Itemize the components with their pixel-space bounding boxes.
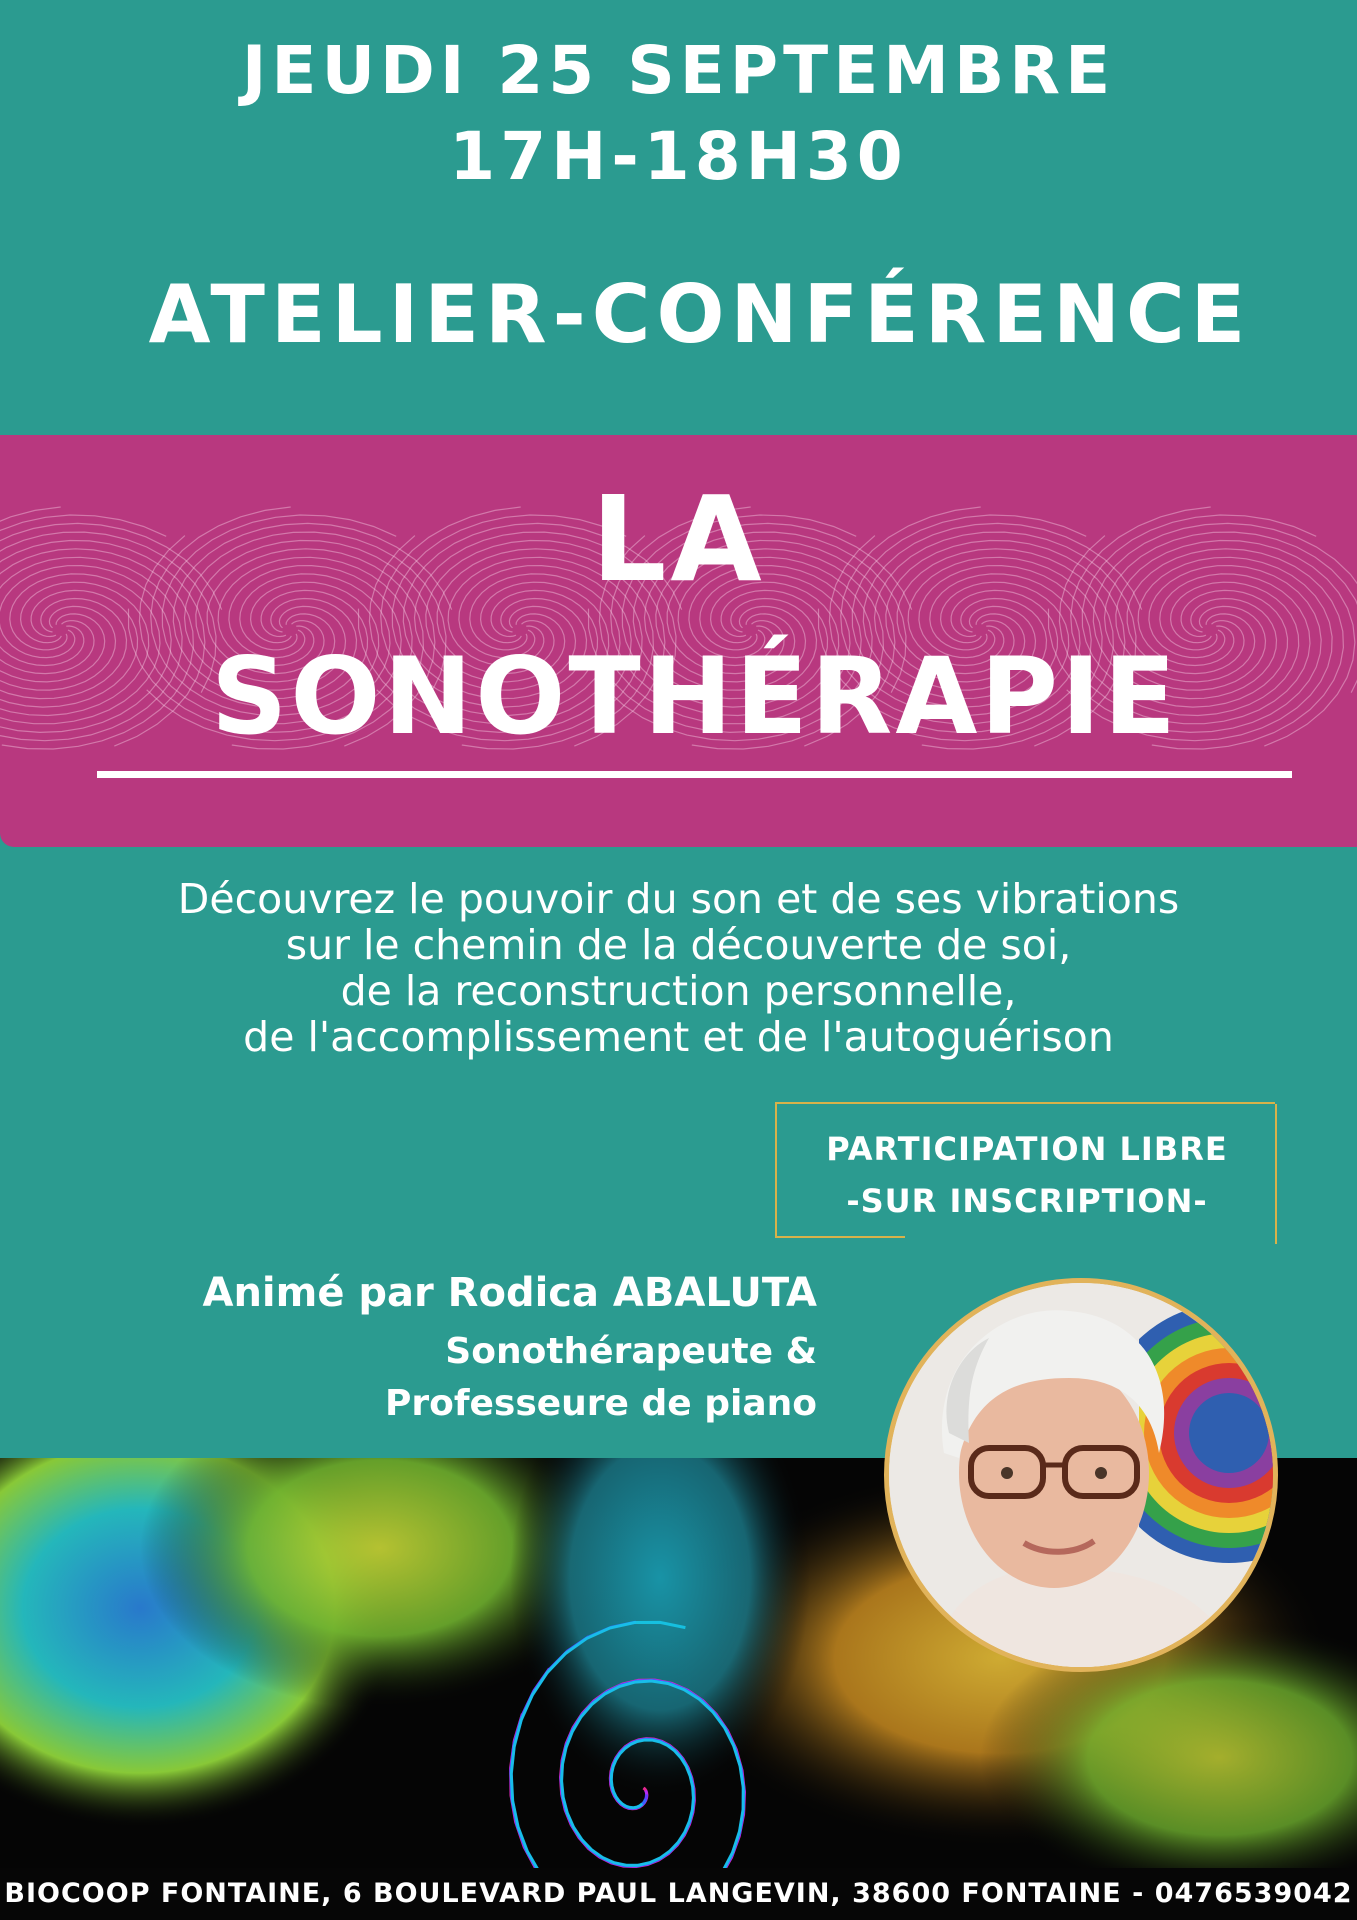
title-underline (97, 771, 1292, 778)
host-role (203, 1326, 818, 1430)
event-datetime (0, 28, 1357, 200)
host-portrait-photo (884, 1278, 1278, 1672)
host-name: Animé par Rodica ABALUTA (202, 1270, 817, 1316)
host-role-line: Professeure de piano (384, 1383, 817, 1424)
description-line: de l'accomplissement et de l'autoguérison (243, 1013, 1114, 1061)
event-description (0, 876, 1357, 1060)
description-line: sur le chemin de la découverte de soi, (285, 921, 1072, 969)
page-title: SONOTHÉRAPIE (211, 635, 1179, 758)
title-article: LA (591, 470, 766, 608)
participation-price: PARTICIPATION LIBRE (826, 1130, 1228, 1168)
description-line: de la reconstruction personnelle, (340, 967, 1017, 1015)
host-info (203, 1268, 818, 1430)
footer-address: BIOCOOP FONTAINE, 6 BOULEVARD PAUL LANGEVIN, 38600 FONTAINE - 0476539042 (0, 1868, 1357, 1920)
event-date: JEUDI 25 SEPTEMBRE (241, 32, 1116, 109)
title-banner (0, 435, 1357, 847)
portrait-illustration (889, 1283, 1273, 1667)
event-time: 17H-18H30 (449, 118, 908, 195)
event-type: ATELIER-CONFÉRENCE (148, 268, 1252, 361)
host-role-line: Sonothérapeute & (445, 1331, 817, 1372)
participation-registration: -SUR INSCRIPTION- (846, 1182, 1208, 1220)
participation-box (775, 1102, 1275, 1236)
description-line: Découvrez le pouvoir du son et de ses vibrations (177, 875, 1180, 923)
